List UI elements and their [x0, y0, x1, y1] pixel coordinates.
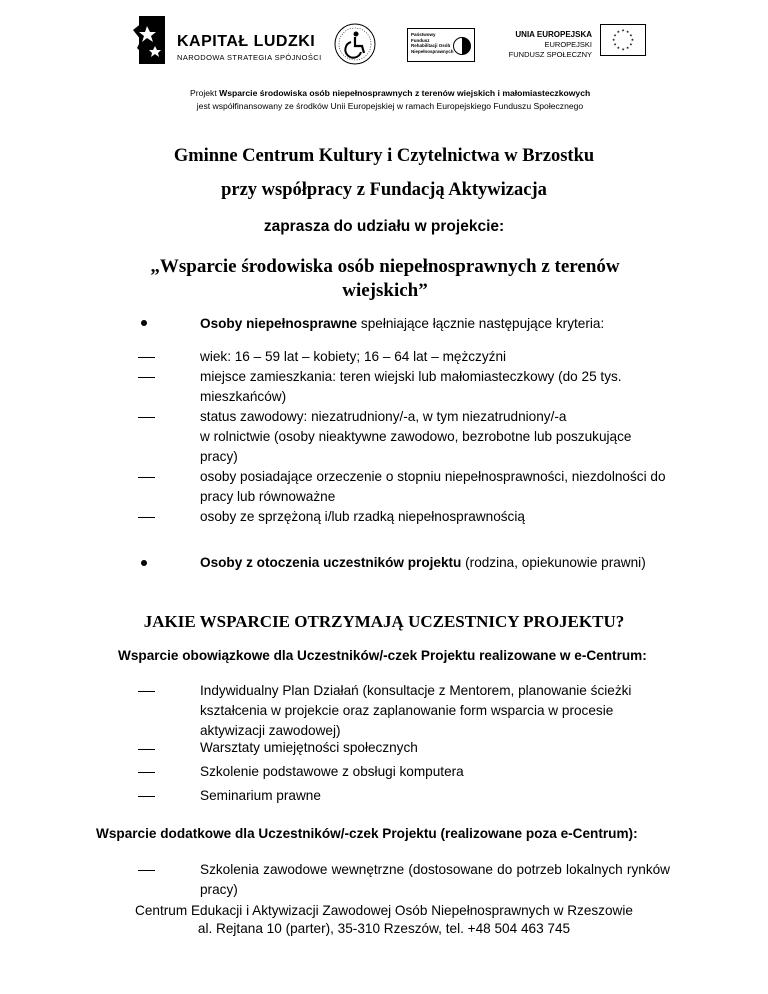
criteria-item-residence: miejsce zamieszkania: teren wiejski lub małomiasteczkowy (do 25 tys. mieszkańców) [200, 369, 622, 404]
mandatory-item-workshops: Warsztaty umiejętności społecznych [200, 740, 418, 755]
svg-text:★: ★ [613, 42, 617, 47]
criteria-group-disabled-bold: Osoby niepełnosprawne [200, 316, 358, 331]
svg-text:★: ★ [626, 45, 630, 50]
mandatory-item-plan: Indywidualny Plan Działań (konsultacje z Mentorem, planowanie ścieżki kształcenia w projekcie oraz zaplanowanie form wsparcia w procesie aktywizacji zawodowej) [200, 683, 632, 738]
svg-text:★: ★ [611, 37, 616, 42]
project-cofinanced: jest współfinansowany ze środków Unii Europejskiej w ramach [196, 101, 437, 111]
eu-line3: FUNDUSZ SPOŁECZNY [508, 50, 592, 59]
svg-text:★: ★ [616, 45, 620, 50]
bullet-dash [138, 870, 155, 871]
partner-title: przy współpracy z Fundacją Aktywizacja [221, 180, 547, 200]
bullet-dash [138, 357, 155, 358]
criteria-item-agriculture: w rolnictwie (osoby nieaktywne zawodowo, bezrobotne lub poszukujące pracy) [200, 429, 632, 464]
kapital-ludzki-title: KAPITAŁ LUDZKI [177, 33, 316, 50]
criteria-item-coupled: osoby ze sprzężoną i/lub rzadką niepełnosprawnością [200, 509, 525, 524]
footer-address [0, 902, 768, 938]
svg-text:★: ★ [613, 33, 617, 38]
svg-text:★: ★ [621, 28, 625, 33]
criteria-group-environment-bold: Osoby z otoczenia uczestników projektu [200, 555, 462, 570]
criteria-group-environment-rest: (rodzina, opiekunowie prawni) [461, 555, 646, 570]
additional-item-vocational: Szkolenia zawodowe wewnętrzne (dostosowane do potrzeb lokalnych rynków pracy) [200, 862, 670, 897]
project-name: Wsparcie środowiska osób niepełnosprawnych z terenów wiejskich i małomiasteczkowych [219, 88, 591, 98]
additional-support-heading: Wsparcie dodatkowe dla Uczestników/-czek Projektu (realizowane poza e-Centrum): [96, 826, 638, 841]
mandatory-item-legal: Seminarium prawne [200, 788, 321, 803]
organizer-title: Gminne Centrum Kultury i Czytelnictwa w Brzostku [173, 146, 595, 166]
kapital-ludzki-wordmark [177, 33, 322, 62]
bullet-dot [141, 560, 147, 566]
bullet-dash [138, 691, 155, 692]
svg-text:★: ★ [626, 29, 630, 34]
bullet-dash [138, 749, 155, 750]
project-prefix: Projekt [190, 88, 220, 98]
criteria-item-certificate: osoby posiadające orzeczenie o stopniu niepełnosprawności, niezdolności do pracy lub równoważne [200, 469, 666, 504]
svg-text:★: ★ [629, 42, 633, 47]
bullet-dash [138, 417, 155, 418]
kapital-ludzki-logo-icon [133, 16, 165, 64]
criteria-group-disabled-rest: spełniające łącznie następujące kryteria: [357, 316, 605, 331]
eu-flag-icon [600, 24, 646, 56]
bullet-dot [141, 320, 147, 326]
svg-text:★: ★ [616, 29, 620, 34]
logo-bar [0, 0, 768, 90]
wheelchair-logo-icon [333, 22, 377, 66]
bullet-dash [138, 377, 155, 378]
bullet-dash [138, 477, 155, 478]
footer-contact: al. Rejtana 10 (parter), 35-310 Rzeszów, tel. +48 504 463 745 [197, 921, 571, 936]
criteria-group-disabled [200, 314, 670, 334]
mandatory-support-heading: Wsparcie obowiązkowe dla Uczestników/-czek Projektu realizowane w e-Centrum: [118, 648, 647, 663]
svg-text:★: ★ [621, 47, 625, 52]
project-funding-note [190, 87, 590, 113]
project-efs: Europejskiego Funduszu Społecznego [436, 101, 584, 111]
pfron-logo [407, 28, 475, 62]
invitation-text: zaprasza do udziału w projekcie: [263, 218, 505, 235]
svg-text:★: ★ [629, 33, 633, 38]
eu-line1: UNIA EUROPEJSKA [515, 30, 592, 39]
svg-text:★: ★ [630, 37, 635, 42]
kapital-ludzki-subtitle: NARODOWA STRATEGIA SPÓJNOŚCI [177, 53, 322, 62]
criteria-item-age: wiek: 16 – 59 lat – kobiety; 16 – 64 lat – mężczyźni [200, 349, 507, 364]
support-heading: JAKIE WSPARCIE OTRZYMAJĄ UCZESTNICY PROJEKTU? [143, 612, 625, 631]
criteria-group-environment [200, 553, 670, 573]
eu-label [500, 30, 592, 60]
eu-line2: EUROPEJSKI [544, 40, 592, 49]
criteria-item-status: status zawodowy: niezatrudniony/-a, w tym niezatrudniony/-a [200, 409, 567, 424]
pfron-logo-text: Państwowy Fundusz Rehabilitacji Osób Niepełnosprawnych [411, 32, 454, 54]
project-title: „Wsparcie środowiska osób niepełnosprawnych z terenów wiejskich” [150, 256, 620, 301]
bullet-dash [138, 796, 155, 797]
bullet-dash [138, 517, 155, 518]
bullet-dash [138, 772, 155, 773]
footer-organization: Centrum Edukacji i Aktywizacji Zawodowej Osób Niepełnosprawnych w Rzeszowie [135, 903, 633, 918]
mandatory-item-computer: Szkolenie podstawowe z obsługi komputera [200, 764, 464, 779]
pfron-half-circle-icon [453, 37, 471, 55]
